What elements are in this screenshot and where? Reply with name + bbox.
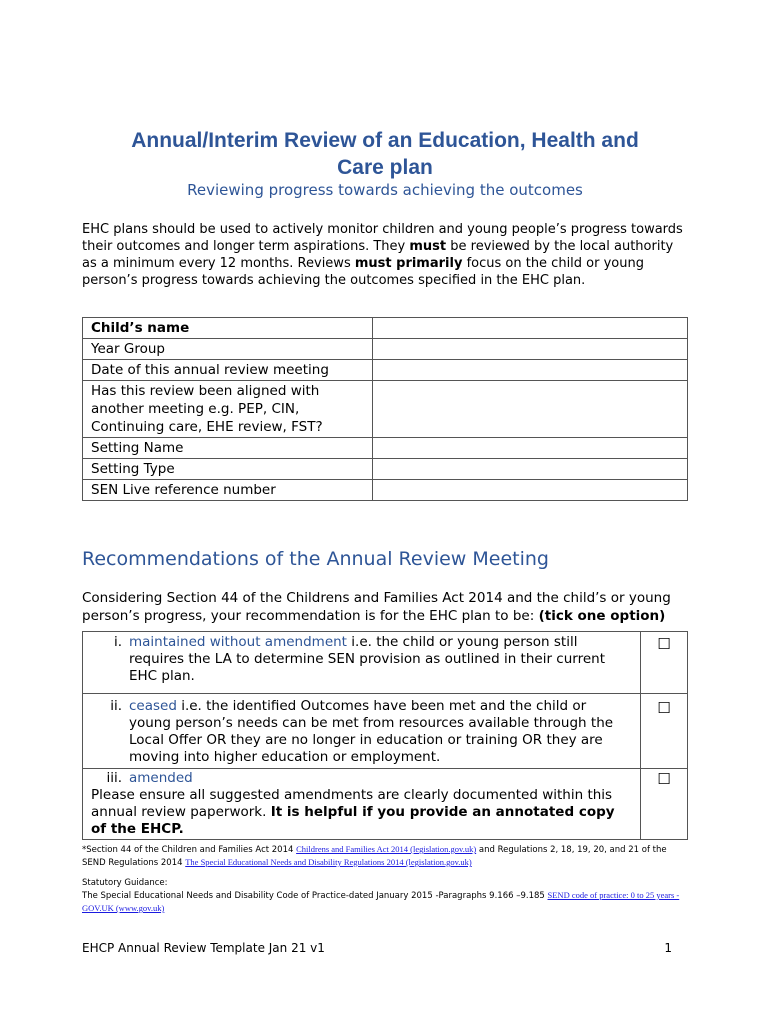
footer-document-name: EHCP Annual Review Template Jan 21 v1 <box>82 941 325 955</box>
option-row-maintained <box>83 632 688 694</box>
year-group-field[interactable] <box>373 339 688 360</box>
option-number: i. <box>113 634 122 650</box>
tick-one-option: (tick one option) <box>538 608 666 624</box>
table-row <box>83 339 688 360</box>
recommendations-heading: Recommendations of the Annual Review Meeting <box>82 548 549 570</box>
setting-name-field[interactable] <box>373 438 688 459</box>
option-row-ceased <box>83 694 688 769</box>
option-maintained <box>83 632 641 694</box>
considering-text: Considering Section 44 of the Childrens and Families Act 2014 and the child’s or young person’s progress, your recommendation is for the EHC plan to be: <box>82 590 671 624</box>
option-ceased <box>83 694 641 769</box>
option-number: ii. <box>110 698 122 714</box>
aligned-meeting-field[interactable] <box>373 381 688 438</box>
table-row <box>83 438 688 459</box>
table-row <box>83 360 688 381</box>
table-row <box>83 381 688 438</box>
considering-paragraph <box>82 589 688 625</box>
recommendation-options-table <box>82 631 688 840</box>
option-key-amended: amended <box>129 770 193 786</box>
intro-text-1: EHC plans should be used to actively monitor children and young people’s progress towards their outcomes and longer term aspirations. They <box>82 222 683 254</box>
option-amended <box>83 769 641 840</box>
page-title-line-2: Care plan <box>337 156 433 179</box>
statutory-guidance-text: The Special Educational Needs and Disability Code of Practice-dated January 2015 -Paragraphs 9.166 –9.185 <box>82 891 548 901</box>
intro-bold-must-primarily: must primarily <box>354 256 463 271</box>
label-year-group: Year Group <box>83 339 373 360</box>
setting-type-field[interactable] <box>373 459 688 480</box>
childs-name-field[interactable] <box>373 318 688 339</box>
footnote-statutory-guidance <box>82 877 688 915</box>
option-key-ceased: ceased <box>129 698 177 714</box>
footnote-text: *Section 44 of the Children and Families Act 2014 <box>82 845 297 855</box>
intro-text-2: be reviewed by the local authority as a minimum every 12 months. Reviews <box>82 239 674 271</box>
page-footer <box>82 940 672 956</box>
send-regulations-link[interactable]: The Special Educational Needs and Disability Regulations 2014 (legislation.gov.uk) <box>185 857 472 867</box>
childs-name-label: Child’s name <box>91 320 190 336</box>
review-date-field[interactable] <box>373 360 688 381</box>
checkbox-maintained[interactable]: ☐ <box>641 632 688 694</box>
table-row <box>83 459 688 480</box>
intro-bold-must: must <box>409 239 447 254</box>
page-title <box>82 127 688 181</box>
label-childs-name <box>83 318 373 339</box>
table-row <box>83 318 688 339</box>
option-key-maintained: maintained without amendment <box>129 634 347 650</box>
option-row-amended <box>83 769 688 840</box>
label-setting-name: Setting Name <box>83 438 373 459</box>
label-setting-type: Setting Type <box>83 459 373 480</box>
child-info-table <box>82 317 688 501</box>
footnote-text: and Regulations 2, 18, 19, 20, and 21 of the SEND Regulations 2014 <box>82 845 667 868</box>
checkbox-amended[interactable]: ☐ <box>641 769 688 840</box>
label-review-date: Date of this annual review meeting <box>83 360 373 381</box>
table-row <box>83 480 688 501</box>
option-bold-amended: It is helpful if you provide an annotated copy of the EHCP. <box>91 804 615 837</box>
intro-text-3: focus on the child or young person’s progress towards achieving the outcomes specified in the EHC plan. <box>82 256 644 288</box>
option-text-ceased: i.e. the identified Outcomes have been met and the child or young person’s needs can be met from resources available through the Local Offer OR they are no longer in education or training OR they are moving into higher education or employment. <box>129 698 614 765</box>
childrens-families-act-link[interactable]: Childrens and Families Act 2014 (legislation.gov.uk) <box>296 844 477 854</box>
page-number: 1 <box>664 941 672 955</box>
send-code-of-practice-link[interactable]: SEND code of practice: 0 to 25 years - GOV.UK (www.gov.uk) <box>82 890 680 913</box>
checkbox-ceased[interactable]: ☐ <box>641 694 688 769</box>
option-text-maintained: i.e. the child or young person still requires the LA to determine SEN provision as outlined in their current EHC plan. <box>129 634 605 684</box>
page-subtitle: Reviewing progress towards achieving the outcomes <box>187 181 583 199</box>
statutory-guidance-label: Statutory Guidance: <box>82 878 168 888</box>
page-title-line-1: Annual/Interim Review of an Education, Health and <box>131 129 639 152</box>
label-sen-reference: SEN Live reference number <box>83 480 373 501</box>
option-number: iii. <box>106 770 122 786</box>
label-aligned-meeting: Has this review been aligned with another meeting e.g. PEP, CIN, Continuing care, EHE review, FST? <box>83 381 373 438</box>
footnote-section-44 <box>82 843 688 869</box>
option-text-amended: Please ensure all suggested amendments are clearly documented within this annual review paperwork. <box>91 787 613 820</box>
intro-paragraph <box>82 221 688 289</box>
sen-reference-field[interactable] <box>373 480 688 501</box>
